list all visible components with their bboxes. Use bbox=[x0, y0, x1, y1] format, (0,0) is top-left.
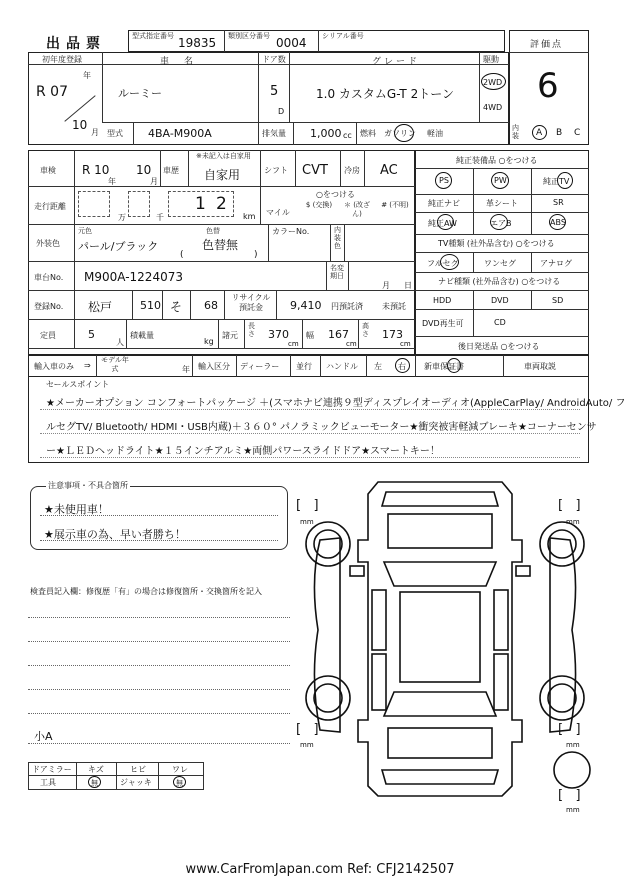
equip-pw-circle bbox=[491, 172, 509, 189]
rating-value: 6 bbox=[537, 66, 559, 106]
equip-leather: 革シート bbox=[486, 199, 518, 208]
first-reg-year: R 07 bbox=[36, 84, 68, 100]
tv-oneseg: ワンセグ bbox=[484, 259, 516, 268]
tire-rl-mm: mm bbox=[300, 741, 314, 749]
mileage-km: km bbox=[243, 212, 256, 221]
paren-open: ( bbox=[180, 250, 184, 260]
fuel-value: ガソリン bbox=[384, 129, 416, 138]
usage-label: 車歴 bbox=[163, 166, 179, 175]
handle-left: 左 bbox=[374, 362, 382, 371]
width-unit: cm bbox=[346, 340, 357, 348]
color-no-label: カラーNo. bbox=[272, 227, 310, 236]
equip-abs: ABS bbox=[550, 218, 566, 227]
import-arrow: ⇒ bbox=[84, 361, 91, 370]
inspector-value: 小A bbox=[34, 730, 53, 743]
car-name-value: ルーミー bbox=[118, 87, 162, 100]
model-value: 4BA-M900A bbox=[148, 127, 212, 140]
capacity-value: 5 bbox=[88, 328, 95, 341]
length-label: 長さ bbox=[248, 322, 255, 338]
inspection-month: 10 bbox=[136, 163, 152, 177]
mileage-label: 走行距離 bbox=[34, 202, 66, 211]
interior-a-circle bbox=[532, 125, 547, 140]
tire-rl-bracket: [ ] bbox=[296, 722, 319, 737]
equip-aw-circle bbox=[437, 214, 454, 230]
legend-h4: ワレ bbox=[172, 765, 188, 774]
color-change-label: 色替 bbox=[206, 227, 220, 235]
recycle-unpaid: 未預託 bbox=[382, 302, 406, 311]
grade-label: グレード bbox=[372, 57, 421, 67]
chassis-label: 車台No. bbox=[34, 273, 64, 282]
load-label: 積載量 bbox=[130, 331, 154, 340]
sales-line-1: ★メーカーオプション コンフォートパッケージ ＋(スマホナビ連携９型ディスプレイオーディオ(AppleCarPlay/ AndroidAuto/ フ bbox=[46, 398, 626, 409]
car-name-label: 車 名 bbox=[160, 57, 197, 67]
equip-abs-circle bbox=[549, 214, 566, 230]
tire-spare-mm: mm bbox=[566, 806, 580, 814]
width-value: 167 bbox=[328, 328, 349, 341]
model-year-suffix: 年 bbox=[182, 365, 190, 374]
mileage-box-2 bbox=[128, 191, 150, 217]
first-reg-label: 初年度登録 bbox=[42, 55, 82, 64]
sheet-title: 出品票 bbox=[46, 36, 106, 52]
notes-label: 注意事項・不具合箇所 bbox=[48, 481, 128, 490]
mile-label: マイル bbox=[266, 208, 290, 217]
height-value: 173 bbox=[382, 328, 403, 341]
unknown-label: # (不明) bbox=[381, 201, 409, 209]
light-oil-label: 軽油 bbox=[427, 129, 443, 138]
type-cert-label: 型式指定番号 bbox=[132, 32, 174, 40]
warranty-circle bbox=[447, 358, 461, 373]
interior-color-label: 内装色 bbox=[334, 226, 341, 250]
interior-label: 内装 bbox=[512, 124, 519, 140]
height-label: 高さ bbox=[362, 322, 369, 338]
length-unit: cm bbox=[288, 340, 299, 348]
car-diagram bbox=[290, 470, 600, 810]
legend-r4-circle bbox=[173, 776, 186, 788]
drive-4wd: 4WD bbox=[483, 103, 503, 112]
size-label: 諸元 bbox=[222, 331, 238, 340]
equip-sr: SR bbox=[553, 198, 564, 207]
color-label: 外装色 bbox=[36, 239, 60, 248]
legend-h3: ヒビ bbox=[130, 765, 146, 774]
import-type-label: 輸入区分 bbox=[198, 362, 230, 371]
equipment-title: 純正装備品 ○をつける bbox=[456, 156, 538, 165]
load-unit: kg bbox=[204, 337, 214, 346]
navi-type-title: ナビ種類 (社外品含む) ○をつける bbox=[438, 277, 561, 286]
equip-aw: 純正AW bbox=[428, 219, 457, 228]
mileage-man: 万 bbox=[118, 213, 126, 222]
later-title: 後日発送品 ○をつける bbox=[458, 342, 540, 351]
usage-note: ※未記入は自家用 bbox=[196, 152, 251, 160]
fuel-circle bbox=[394, 124, 414, 142]
first-reg-month: 10 bbox=[72, 118, 88, 132]
legend-r1: 工具 bbox=[40, 778, 56, 787]
tamper-label: ＊ (改ざん) bbox=[344, 201, 370, 218]
doors-sub: D bbox=[278, 107, 285, 116]
exchange-label: $ (交換) bbox=[305, 201, 333, 209]
recycle-label: リサイクル預託金 bbox=[231, 293, 271, 312]
inspection-year: R 10 bbox=[82, 163, 110, 177]
legend-r3: ジャッキ bbox=[120, 778, 152, 787]
mileage-digit-2: 2 bbox=[216, 194, 227, 214]
new-car-warranty: 新車保証書 bbox=[424, 362, 464, 371]
first-reg-year-unit: 年 bbox=[83, 71, 91, 80]
name-change-month: 月 bbox=[382, 281, 390, 290]
navi-dvd-player: DVD再生可 bbox=[422, 319, 464, 328]
notes-line-2: ★展示車の為、早い者勝ち！ bbox=[44, 528, 186, 541]
tire-fl-mm: mm bbox=[300, 518, 314, 526]
equip-tv-circle bbox=[557, 172, 573, 189]
mileage-box-1 bbox=[78, 191, 110, 217]
model-label: 型式 bbox=[107, 129, 123, 138]
tire-fr-bracket: [ ] bbox=[558, 498, 581, 513]
paren-close: ) bbox=[254, 250, 258, 260]
tire-rr-mm: mm bbox=[566, 741, 580, 749]
orig-color-label: 元色 bbox=[78, 227, 92, 235]
category-label: 類別区分番号 bbox=[228, 32, 270, 40]
drive-2wd: 2WD bbox=[483, 78, 503, 87]
type-cert-value: 19835 bbox=[178, 36, 217, 50]
handle-right-circle bbox=[395, 358, 410, 373]
navi-sd: SD bbox=[552, 296, 564, 305]
displacement-label: 排気量 bbox=[262, 129, 286, 138]
tv-type-title: TV種類 (社外品含む) ○をつける bbox=[438, 239, 555, 248]
name-change-day: 日 bbox=[404, 281, 412, 290]
color-value: パール/ブラック bbox=[78, 240, 159, 253]
displacement-value: 1,000 bbox=[310, 127, 342, 140]
equip-ps-circle bbox=[435, 172, 452, 189]
recycle-value: 9,410 bbox=[290, 299, 322, 312]
tv-analog: アナログ bbox=[540, 259, 572, 268]
grade-value: 1.0 カスタムG-T 2トーン bbox=[316, 87, 454, 101]
ac-value: AC bbox=[380, 163, 398, 178]
legend-r4: 無 bbox=[176, 779, 183, 787]
rating-label: 評価点 bbox=[530, 40, 564, 50]
navi-hdd: HDD bbox=[433, 296, 452, 305]
plate-label: 登録No. bbox=[34, 302, 64, 311]
inspection-label: 車検 bbox=[40, 166, 56, 175]
height-unit: cm bbox=[400, 340, 411, 348]
ac-label: 冷房 bbox=[344, 166, 360, 175]
tire-fr-mm: mm bbox=[566, 518, 580, 526]
equip-airbag: エアB bbox=[490, 219, 512, 228]
equip-ps: PS bbox=[439, 176, 449, 185]
sales-line-3: ー★ＬＥＤヘッドライト★１５インチアルミ★両側パワースライドドア★スマートキー！ bbox=[46, 446, 440, 457]
fuel-label: 燃料 bbox=[360, 129, 376, 138]
handle-right: 右 bbox=[398, 362, 406, 371]
import-parallel: 並行 bbox=[296, 362, 312, 371]
footer-watermark: www.CarFromJapan.com Ref: CFJ2142507 bbox=[185, 862, 455, 877]
equip-tv: 純正TV bbox=[543, 177, 570, 186]
usage-value: 自家用 bbox=[204, 168, 241, 182]
inspector-label: 検査員記入欄：修復歴「有」の場合は修復箇所・交換箇所を記入 bbox=[30, 587, 262, 596]
plate-number: 68 bbox=[204, 299, 218, 312]
legend-h2: キズ bbox=[88, 765, 104, 774]
mileage-sen: 千 bbox=[156, 213, 164, 222]
name-change-label: 名変期日 bbox=[330, 264, 344, 280]
capacity-label: 定員 bbox=[40, 331, 56, 340]
navi-dvd: DVD bbox=[491, 296, 509, 305]
length-value: 370 bbox=[268, 328, 289, 341]
shift-label: シフト bbox=[264, 166, 288, 175]
interior-b: B bbox=[556, 128, 563, 138]
interior-c: C bbox=[574, 128, 581, 138]
tv-fullseg-circle bbox=[440, 254, 459, 270]
width-label: 幅 bbox=[306, 331, 314, 340]
import-label: 輸入車のみ bbox=[34, 362, 74, 371]
tire-spare-bracket: [ ] bbox=[558, 788, 581, 803]
capacity-unit: 人 bbox=[116, 338, 124, 347]
legend-r2: 無 bbox=[91, 779, 98, 787]
category-value: 0004 bbox=[276, 36, 307, 50]
handle-label: ハンドル bbox=[326, 362, 358, 371]
doors-value: 5 bbox=[270, 84, 279, 99]
equip-airbag-circle bbox=[490, 214, 508, 230]
doors-label: ドア数 bbox=[262, 55, 286, 64]
displacement-unit: cc bbox=[343, 131, 352, 140]
shift-value: CVT bbox=[302, 163, 328, 178]
notes-line-1: ★未使用車！ bbox=[44, 503, 109, 516]
plate-kana: そ bbox=[170, 300, 183, 314]
tv-fullseg: フルセグ bbox=[427, 259, 459, 268]
inspection-year-unit: 年 bbox=[108, 177, 116, 186]
repaint-value: 色替無 bbox=[202, 238, 239, 252]
sales-label: セールスポイント bbox=[46, 380, 110, 389]
equip-navi: 純正ナビ bbox=[428, 199, 460, 208]
mileage-circle-note: ○をつける bbox=[316, 190, 355, 199]
model-year-label: モデル年式 bbox=[101, 356, 129, 373]
tire-fl-bracket: [ ] bbox=[296, 498, 319, 513]
mileage-digit-1: 1 bbox=[195, 194, 206, 214]
equip-pw: PW bbox=[494, 176, 507, 185]
tire-rr-bracket: [ ] bbox=[558, 722, 581, 737]
first-reg-month-unit: 月 bbox=[91, 128, 99, 137]
plate-area: 松戸 bbox=[88, 300, 113, 314]
drive-2wd-circle bbox=[481, 73, 506, 90]
recycle-unit: 円預託済 bbox=[331, 302, 363, 311]
legend-h1: ドアミラー bbox=[32, 765, 72, 774]
manual-label: 車両取説 bbox=[524, 362, 556, 371]
interior-a: A bbox=[536, 128, 543, 138]
legend-r2-circle bbox=[88, 776, 101, 788]
sales-line-2: ルセグTV/ Bluetooth/ HDMI・USB内蔵)＋３６０° パノラミックビューモーター★衝突被害軽減ブレーキ★コーナーセンサ bbox=[46, 422, 597, 433]
navi-cd: CD bbox=[494, 318, 506, 327]
drive-label: 駆動 bbox=[483, 55, 499, 64]
inspection-month-unit: 月 bbox=[150, 177, 158, 186]
import-dealer: ディーラー bbox=[240, 362, 280, 371]
plate-class: 510 bbox=[140, 299, 161, 312]
chassis-value: M900A-1224073 bbox=[84, 270, 183, 284]
serial-label: シリアル番号 bbox=[322, 32, 364, 40]
